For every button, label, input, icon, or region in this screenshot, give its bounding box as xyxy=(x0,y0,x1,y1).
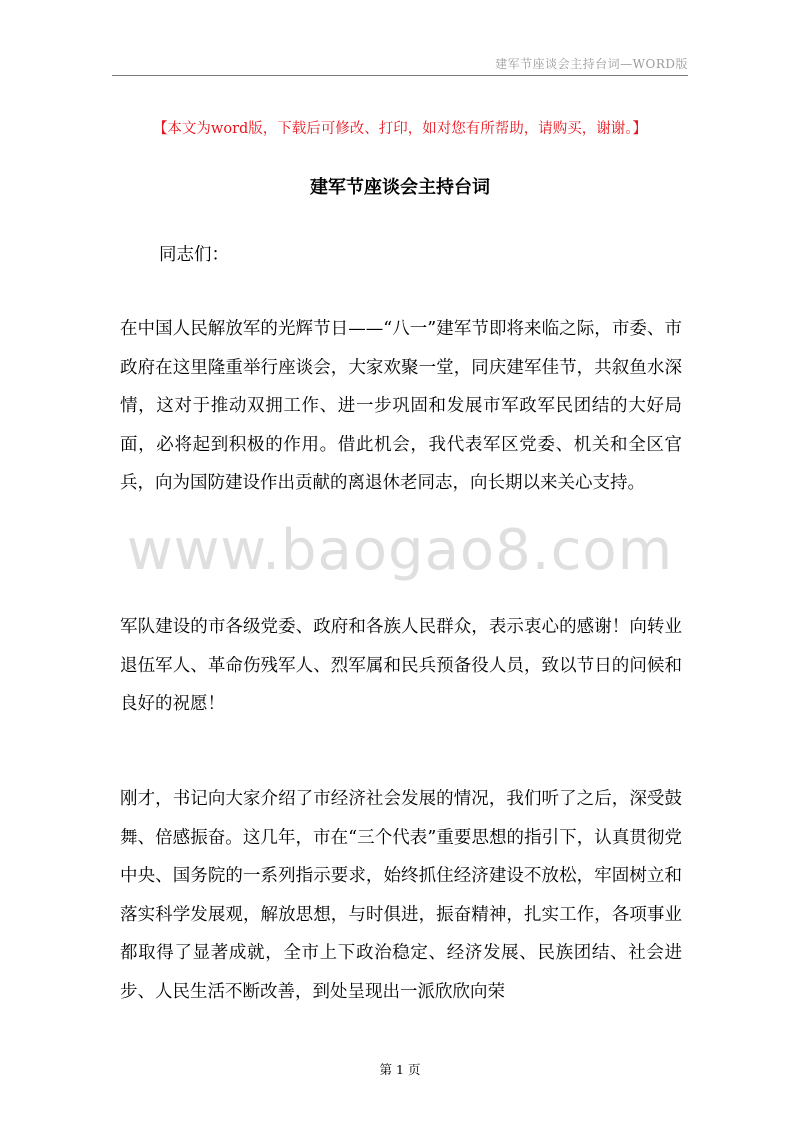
body-paragraph-2: 军队建设的市各级党委、政府和各族人民群众，表示衷心的感谢！向转业退伍军人、革命伤残军人、烈军属和民兵预备役人员，致以节日的问候和良好的祝愿！ xyxy=(120,617,682,714)
running-header-title: 建军节座谈会主持台词—WORD版 xyxy=(495,57,688,71)
header-divider xyxy=(112,75,688,76)
body-paragraph-1: 在中国人民解放军的光辉节日——“八一”建军节即将来临之际，市委、市政府在这里隆重举行座谈会，大家欢聚一堂，同庆建军佳节，共叙鱼水深情，这对于推动双拥工作、进一步巩固和发展市军政军民团结的大好局面，必将起到积极的作用。借此机会，我代表军区党委、机关和全区官兵，向为国防建设作出贡献的离退休老同志，向长期以来关心支持。 xyxy=(120,319,682,493)
body-paragraph-3: 刚才，书记向大家介绍了市经济社会发展的情况，我们听了之后，深受鼓舞、倍感振奋。这几年，市在“三个代表”重要思想的指引下，认真贯彻党中央、国务院的一系列指示要求，始终抓住经济建设不放松，牢固树立和落实科学发展观，解放思想，与时俱进，振奋精神，扎实工作，各项事业都取得了显著成就，全市上下政治稳定、经济发展、民族团结、社会进步、人民生活不断改善，到处呈现出一派欣欣向荣 xyxy=(120,789,682,1002)
salutation: 同志们： xyxy=(159,245,229,265)
document-title: 建军节座谈会主持台词 xyxy=(310,177,490,198)
watermark: www.baogao8.com xyxy=(126,518,674,583)
page-number: 第 1 页 xyxy=(379,1062,421,1077)
download-notice: 【本文为word版，下载后可修改、打印，如对您有所帮助，请购买，谢谢。】 xyxy=(152,121,648,137)
